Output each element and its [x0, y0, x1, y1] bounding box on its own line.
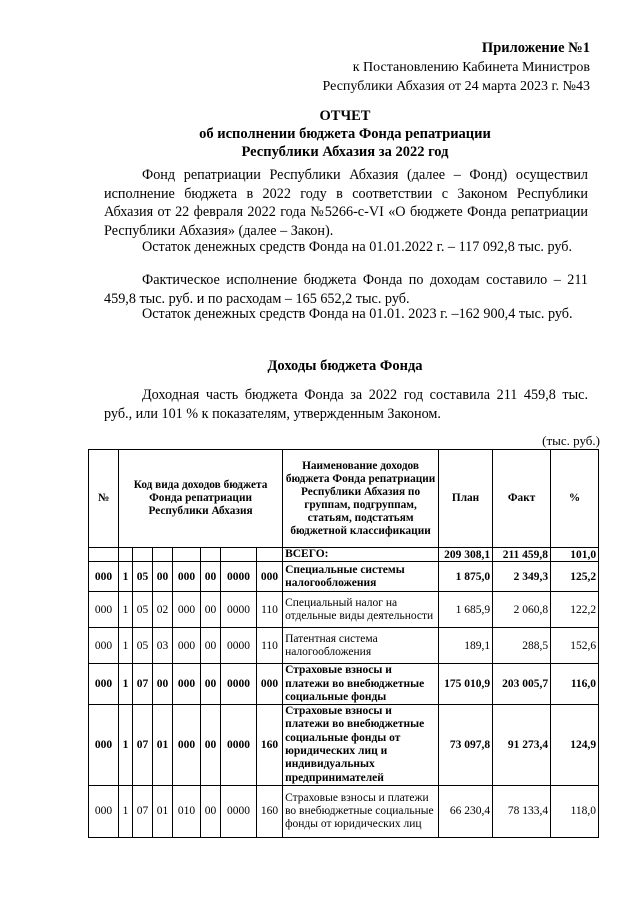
- code-cell: 00: [153, 562, 173, 592]
- code-cell: 1: [119, 705, 133, 786]
- code-cell: 010: [173, 785, 201, 837]
- income-paragraph: Доходная часть бюджета Фонда за 2022 год составила 211 459,8 тыс. руб., или 101 % к показателям, утвержденным Законом.: [104, 387, 588, 422]
- row-name: Патентная система налогообложения: [283, 628, 439, 664]
- code-cell: 000: [89, 785, 119, 837]
- paragraph-3: Фактическое исполнение бюджета Фонда по доходам составило – 211 459,8 тыс. руб. и по расходам – 165 652,2 тыс. руб.: [104, 272, 588, 307]
- row-name: Специальные системы налогообложения: [283, 562, 439, 592]
- table-row: [89, 592, 599, 628]
- code-cell: 1: [119, 592, 133, 628]
- appendix-line-2: Республики Абхазия от 24 марта 2023 г. №43: [322, 79, 590, 94]
- code-cell: 05: [133, 592, 153, 628]
- code-cell: 1: [119, 628, 133, 664]
- code-cell: 07: [133, 785, 153, 837]
- code-cell: 000: [173, 562, 201, 592]
- row-plan: 189,1: [439, 628, 493, 664]
- income-heading: Доходы бюджета Фонда: [267, 358, 423, 374]
- row-pct: 116,0: [551, 664, 599, 705]
- code-cell: 1: [119, 562, 133, 592]
- code-cell: 000: [173, 705, 201, 786]
- code-cell: 000: [89, 705, 119, 786]
- row-plan: 1 685,9: [439, 592, 493, 628]
- code-cell: 0000: [221, 592, 257, 628]
- code-cell: 03: [153, 628, 173, 664]
- table-row: [89, 562, 599, 592]
- code-cell: 02: [153, 592, 173, 628]
- row-pct: 118,0: [551, 785, 599, 837]
- code-cell: 160: [257, 705, 283, 786]
- total-plan: 209 308,1: [439, 548, 493, 562]
- paragraph-2: Остаток денежных средств Фонда на 01.01.2022 г. – 117 092,8 тыс. руб.: [142, 239, 573, 255]
- code-cell: 000: [257, 664, 283, 705]
- code-cell: 000: [173, 628, 201, 664]
- code-cell: 000: [173, 592, 201, 628]
- code-cell: 01: [153, 705, 173, 786]
- table-row: [89, 785, 599, 837]
- table-row: [89, 628, 599, 664]
- row-fact: 78 133,4: [493, 785, 551, 837]
- paragraph-4: Остаток денежных средств Фонда на 01.01. 2023 г. –162 900,4 тыс. руб.: [142, 306, 573, 322]
- header-name: Наименование доходов бюджета Фонда репатриации Республики Абхазия по группам, подгруппам, статьям, подстатьям бюджетной классификации: [283, 450, 439, 548]
- code-cell: 110: [257, 628, 283, 664]
- income-table: [88, 449, 599, 838]
- row-name: Страховые взносы и платежи во внебюджетные социальные фонды от юридических лиц: [283, 785, 439, 837]
- code-cell: 000: [89, 628, 119, 664]
- code-cell: 00: [201, 705, 221, 786]
- code-cell: 1: [119, 785, 133, 837]
- table-row: [89, 664, 599, 705]
- code-cell: 000: [89, 592, 119, 628]
- row-fact: 203 005,7: [493, 664, 551, 705]
- code-cell: 00: [201, 592, 221, 628]
- row-fact: 2 060,8: [493, 592, 551, 628]
- code-cell: 110: [257, 592, 283, 628]
- code-cell: 05: [133, 562, 153, 592]
- table-header-row: [89, 450, 599, 548]
- code-cell: 00: [201, 785, 221, 837]
- report-subtitle-2: Республики Абхазия за 2022 год: [241, 144, 449, 160]
- code-cell: 000: [89, 664, 119, 705]
- total-label: ВСЕГО:: [283, 548, 439, 562]
- code-cell: 05: [133, 628, 153, 664]
- code-cell: 0000: [221, 785, 257, 837]
- code-cell: 00: [201, 628, 221, 664]
- code-cell: 0000: [221, 628, 257, 664]
- code-cell: 0000: [221, 562, 257, 592]
- code-cell: 07: [133, 705, 153, 786]
- header-num: №: [89, 450, 119, 548]
- row-fact: 91 273,4: [493, 705, 551, 786]
- header-pct: %: [551, 450, 599, 548]
- row-name: Специальный налог на отдельные виды деятельности: [283, 592, 439, 628]
- code-cell: 00: [201, 664, 221, 705]
- header-code: Код вида доходов бюджета Фонда репатриации Республики Абхазия: [119, 450, 283, 548]
- code-cell: 1: [119, 664, 133, 705]
- total-pct: 101,0: [551, 548, 599, 562]
- row-plan: 1 875,0: [439, 562, 493, 592]
- code-cell: 07: [133, 664, 153, 705]
- code-cell: 0000: [221, 705, 257, 786]
- header-plan: План: [439, 450, 493, 548]
- row-plan: 66 230,4: [439, 785, 493, 837]
- row-plan: 175 010,9: [439, 664, 493, 705]
- code-cell: 000: [89, 562, 119, 592]
- units-label: (тыс. руб.): [542, 433, 600, 448]
- appendix-line-1: к Постановлению Кабинета Министров: [352, 60, 590, 75]
- code-cell: 0000: [221, 664, 257, 705]
- row-name: Страховые взносы и платежи во внебюджетные социальные фонды: [283, 664, 439, 705]
- row-pct: 124,9: [551, 705, 599, 786]
- report-subtitle-1: об исполнении бюджета Фонда репатриации: [199, 126, 491, 142]
- row-fact: 2 349,3: [493, 562, 551, 592]
- code-cell: 00: [153, 664, 173, 705]
- row-pct: 125,2: [551, 562, 599, 592]
- report-title: ОТЧЕТ: [319, 108, 371, 124]
- code-cell: 000: [257, 562, 283, 592]
- table-total-row: [89, 548, 599, 562]
- row-pct: 152,6: [551, 628, 599, 664]
- code-cell: 00: [201, 562, 221, 592]
- row-plan: 73 097,8: [439, 705, 493, 786]
- row-fact: 288,5: [493, 628, 551, 664]
- header-fact: Факт: [493, 450, 551, 548]
- row-pct: 122,2: [551, 592, 599, 628]
- appendix-title: Приложение №1: [481, 40, 590, 56]
- code-cell: 01: [153, 785, 173, 837]
- total-fact: 211 459,8: [493, 548, 551, 562]
- code-cell: 000: [173, 664, 201, 705]
- code-cell: 160: [257, 785, 283, 837]
- table-row: [89, 705, 599, 786]
- paragraph-1: Фонд репатриации Республики Абхазия (далее – Фонд) осуществил исполнение бюджета в 2022 году в соответствии с Законом Республики Абхазия от 22 февраля 2022 года №5266-с-VI «О бюджете Фонда репатриации Республики Абхазия» (далее – Закон).: [104, 167, 588, 239]
- row-name: Страховые взносы и платежи во внебюджетные социальные фонды от юридических лиц и индивидуальных предпринимателей: [283, 705, 439, 786]
